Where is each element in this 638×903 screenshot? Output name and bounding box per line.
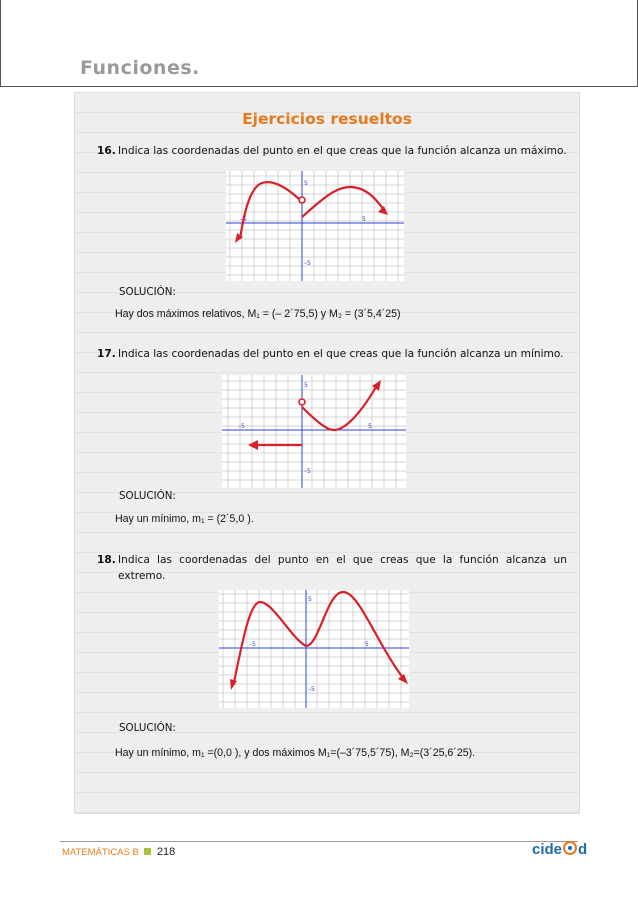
exercise-number: 18. [97, 554, 116, 566]
x-tick-label: 5 [362, 216, 366, 223]
page-number: 218 [156, 846, 176, 858]
footer-divider [60, 841, 578, 842]
footer [62, 846, 175, 858]
open-point [299, 399, 305, 405]
arrow-right-head [398, 674, 408, 684]
solution-text: Hay dos máximos relativos, M₁ = (– 2´75,5) y M₂ = (3´5,4´25) [115, 308, 401, 320]
solution-text: Hay un mínimo, m₁ =(0,0 ), y dos máximos M₁=(–3´75,5´75), M₂=(3´25,6´25). [115, 747, 476, 759]
x-tick-label: 5 [365, 641, 369, 648]
exercise-18 [97, 552, 567, 584]
graph-maximum [226, 171, 404, 281]
y-tick-label: 5 [308, 596, 312, 603]
exercise-number: 17. [97, 348, 116, 360]
x-neg-tick-label: –5 [249, 641, 256, 648]
cidead-logo [532, 841, 587, 858]
grid [226, 171, 404, 281]
arrow-right-head [378, 206, 388, 215]
logo-text-a: cide [532, 841, 563, 858]
curve-right [302, 387, 376, 430]
arrow-left-head [230, 679, 237, 690]
exercises-panel [74, 92, 580, 814]
exercise-16 [97, 143, 567, 159]
x-neg-tick-label: –5 [240, 216, 247, 223]
x-tick-label: 5 [368, 423, 372, 430]
footer-subject: MATEMÁTICAS B [62, 847, 139, 858]
solution-label: SOLUCIÓN: [119, 286, 176, 298]
exercise-number: 16. [97, 145, 116, 157]
exercise-text: Indica las coordenadas del punto en el que creas que la función alcanza un máximo. [118, 145, 567, 157]
y-neg-tick-label: –5 [308, 686, 315, 693]
solution-label: SOLUCIÓN: [119, 490, 176, 502]
graph-extremes [219, 590, 409, 708]
open-point [299, 197, 305, 203]
graph-minimum [222, 375, 406, 488]
solution-label: SOLUCIÓN: [119, 722, 176, 734]
y-tick-label: 5 [304, 180, 308, 187]
exercise-text: Indica las coordenadas del punto en el que creas que la función alcanza un extremo. [118, 554, 567, 582]
exercise-17 [97, 346, 567, 362]
footer-square-icon [144, 848, 151, 855]
grid [222, 375, 406, 488]
x-neg-tick-label: –5 [238, 423, 245, 430]
y-neg-tick-label: –5 [304, 260, 311, 267]
chapter-title: Funciones. [80, 57, 200, 79]
arrow-left-head [248, 440, 258, 450]
y-neg-tick-label: –5 [304, 468, 311, 475]
solution-text: Hay un mínimo, m₁ = (2´5,0 ). [115, 513, 254, 525]
exercise-text: Indica las coordenadas del punto en el que creas que la función alcanza un mínimo. [118, 348, 564, 360]
logo-at-icon [563, 841, 577, 855]
section-title: Ejercicios resueltos [242, 110, 412, 128]
y-tick-label: 5 [304, 382, 308, 389]
logo-text-b: d [578, 841, 588, 858]
